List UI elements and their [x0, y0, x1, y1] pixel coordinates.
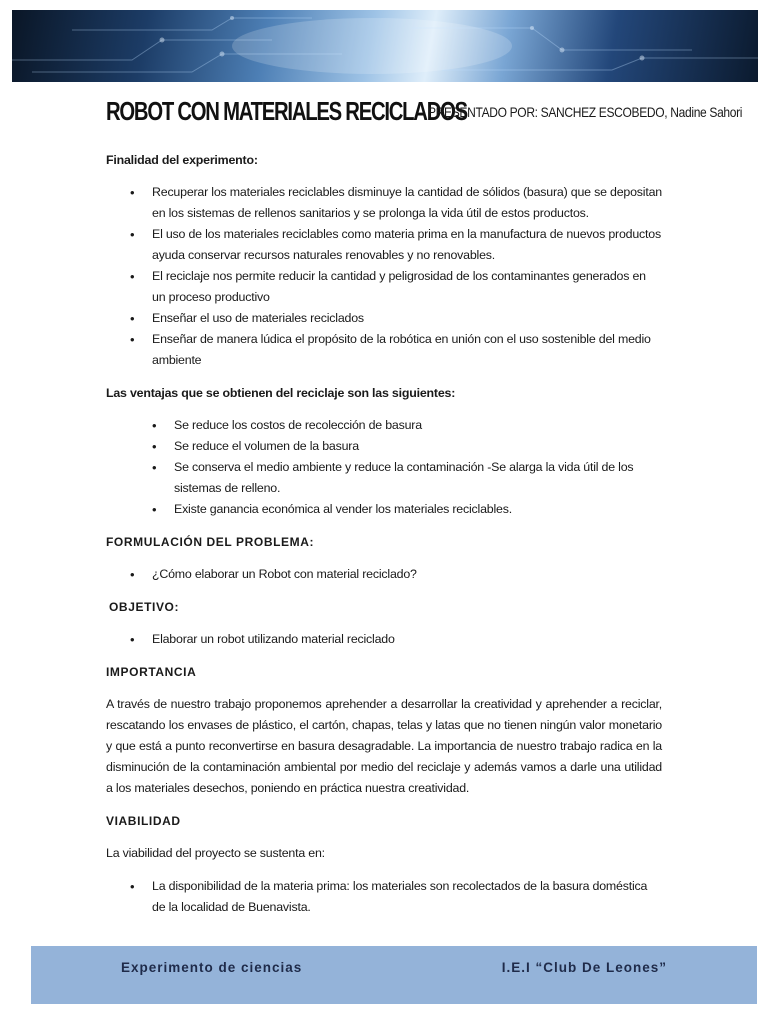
heading-problema: FORMULACIÓN DEL PROBLEMA: — [106, 535, 315, 549]
list-finalidad — [106, 182, 662, 371]
list-problema — [106, 564, 662, 585]
footer-left-text: Experimento de ciencias — [121, 960, 303, 975]
footer-right-text: I.E.I “Club De Leones” — [501, 960, 667, 975]
paragraph-viabilidad-intro: La viabilidad del proyecto se sustenta en: — [106, 846, 325, 860]
heading-finalidad: Finalidad del experimento: — [106, 153, 258, 167]
list-item: • Se conserva el medio ambiente y reduce la contaminación -Se alarga la vida útil de los sistemas de relleno. — [106, 457, 662, 499]
heading-viabilidad: VIABILIDAD — [106, 814, 181, 828]
list-item: • ¿Cómo elaborar un Robot con material reciclado? — [106, 564, 662, 585]
list-item: • Existe ganancia económica al vender los materiales reciclables. — [106, 499, 662, 520]
list-item: • Se reduce los costos de recolección de basura — [106, 415, 662, 436]
header-banner-image — [12, 10, 758, 82]
list-item: • La disponibilidad de la materia prima: los materiales son recolectados de la basura doméstica de la localidad de Buenavista. — [106, 876, 662, 918]
heading-ventajas: Las ventajas que se obtienen del reciclaje son las siguientes: — [106, 386, 456, 400]
heading-importancia: IMPORTANCIA — [106, 665, 197, 679]
list-item: • Elaborar un robot utilizando material reciclado — [106, 629, 662, 650]
list-item: • El reciclaje nos permite reducir la cantidad y peligrosidad de los contaminantes generados en un proceso productivo — [106, 266, 662, 308]
list-item: • El uso de los materiales reciclables como materia prima en la manufactura de nuevos productos ayuda conservar recursos naturales renovables y no renovables. — [106, 224, 662, 266]
footer-bar — [31, 946, 757, 1004]
list-item: • Se reduce el volumen de la basura — [106, 436, 662, 457]
list-ventajas — [106, 415, 662, 520]
list-item: • Recuperar los materiales reciclables disminuye la cantidad de sólidos (basura) que se depositan en los sistemas de rellenos sanitarios y se prolonga la vida útil de estos productos. — [106, 182, 662, 224]
list-item: • Enseñar de manera lúdica el propósito de la robótica en unión con el uso sostenible del medio ambiente — [106, 329, 662, 371]
document-title: ROBOT CON MATERIALES RECICLADOS — [106, 96, 467, 126]
circuit-pattern — [12, 10, 758, 82]
paragraph-importancia: A través de nuestro trabajo proponemos aprehender a desarrollar la creatividad y aprehender a reciclar, rescatando los envases de plástico, el cartón, chapas, telas y latas que no tienen ningún valor monetario y que está a punto reconvertirse en basura desagradable. La importancia de nuestro trabajo radica en la disminución de la contaminación ambiental por medio del reciclaje y además vamos a darle una utilidad a los materiales desechos, poniendo en práctica nuestra creatividad. — [106, 697, 662, 795]
title-row — [106, 96, 743, 130]
document-body — [106, 150, 662, 930]
list-item: • Enseñar el uso de materiales reciclados — [106, 308, 662, 329]
presenter-line: PRESENTADO POR: SANCHEZ ESCOBEDO, Nadine Sahori — [428, 104, 743, 120]
list-viabilidad — [106, 876, 662, 918]
list-objetivo — [106, 629, 662, 650]
heading-objetivo: OBJETIVO: — [109, 600, 180, 614]
